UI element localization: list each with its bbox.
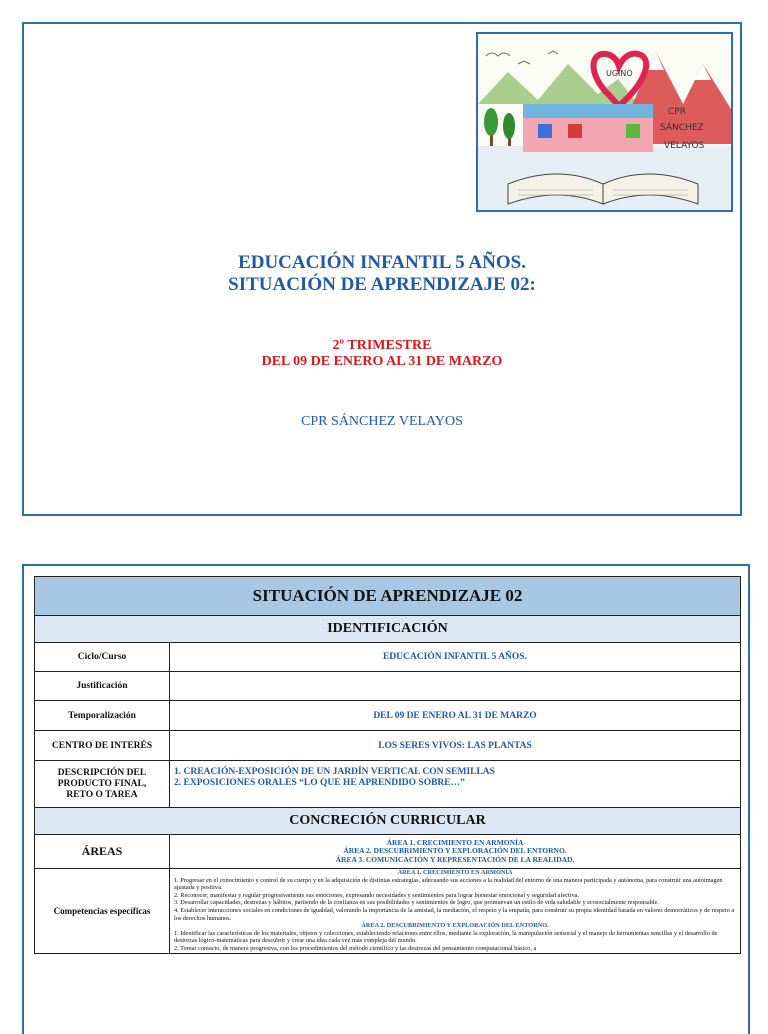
date-range-label: DEL 09 DE ENERO AL 31 DE MARZO (261, 354, 503, 369)
school-drawing-image (476, 32, 733, 212)
competencias-label: Competencias específicas (35, 869, 170, 954)
temporalizacion-value: DEL 09 DE ENERO AL 31 DE MARZO (170, 701, 741, 731)
competencia-item: 4. Establecer interacciones sociales en condiciones de igualdad, valorando la importancia de la amistad, la mediación, el respeto y la empatía, para construir su propia identidad basada en valores democráticos y de respeto a los derechos humanos. (174, 906, 735, 922)
justificacion-label: Justificación (35, 672, 170, 701)
cover-page (22, 22, 742, 516)
sign-text-1: CPR (668, 107, 686, 117)
descripcion-value (170, 761, 741, 808)
area1-heading: ÁREA 1. CRECIMIENTO EN ARMONÍA (397, 869, 513, 876)
descripcion-label-line: PRODUCTO FINAL, (57, 778, 147, 789)
competencia-item: 1. Progresar en el conocimiento y control de su cuerpo y en la adquisición de distintas estrategias, adecuando sus acciones a la realidad del entorno de una manera participada y autónoma, para construir una autoimagen ajustada y positiva. (174, 876, 723, 892)
trimester-label: 2º TRIMESTRE (332, 338, 432, 353)
area-line: ÁREA 3. COMUNICACIÓN Y REPRESENTACIÓN DE LA REALIDAD. (335, 854, 575, 864)
table-row (35, 835, 741, 869)
area-line: ÁREA 1. CRECIMIENTO EN ARMONÍA (386, 837, 524, 847)
sign-text-2: SÁNCHEZ (660, 123, 704, 133)
competencia-item: 1. Identificar las características de los materiales, objetos y colecciones, estableciendo relaciones entre ellos, mediante la exploración, la manipulación sensorial y el manejo de herramientas sencillas y el desarrollo de destrezas lógico-matemáticas para descubrir y crear una idea cada vez más compleja del mundo. (174, 929, 718, 945)
concrecion-header: CONCRECIÓN CURRICULAR (35, 808, 741, 835)
descripcion-item: 2. EXPOSICIONES ORALES “LO QUE HE APRENDIDO SOBRE…” (174, 778, 465, 788)
descripcion-label-line: RETO O TAREA (66, 789, 138, 800)
identificacion-header: IDENTIFICACIÓN (35, 616, 741, 643)
descripcion-label (35, 761, 170, 808)
areas-value (170, 835, 741, 869)
ciclo-value: EDUCACIÓN INFANTIL 5 AÑOS. (170, 643, 741, 672)
areas-label: ÁREAS (35, 835, 170, 869)
cover-trimester-block (24, 338, 740, 370)
descripcion-item: 1. CREACIÓN-EXPOSICIÓN DE UN JARDÍN VERTICAL CON SEMILLAS (174, 767, 495, 777)
area2-heading: ÁREA 2. DESCUBRIMIENTO Y EXPLORACIÓN DEL ENTORNO. (361, 922, 549, 930)
competencias-value (170, 869, 741, 954)
table-row (35, 761, 741, 808)
justificacion-value (170, 672, 741, 701)
cover-title-line-2: SITUACIÓN DE APRENDIZAJE 02: (228, 274, 536, 295)
table-title: SITUACIÓN DE APRENDIZAJE 02 (35, 577, 741, 616)
learning-situation-page (22, 564, 750, 1034)
centro-interes-value: LOS SERES VIVOS: LAS PLANTAS (170, 731, 741, 761)
table-row (35, 701, 741, 731)
school-name: CPR SÁNCHEZ VELAYOS (301, 414, 463, 429)
area-line: ÁREA 2. DESCUBRIMIENTO Y EXPLORACIÓN DEL ENTORNO. (343, 846, 567, 856)
heart-text: UGINO (606, 69, 633, 78)
cover-title-line-1: EDUCACIÓN INFANTIL 5 AÑOS. (238, 252, 526, 273)
table-row (35, 672, 741, 701)
competencia-item: 2. Tomar contacto, de manera progresiva, con los procedimientos del método científico y las destrezas del pensamiento computacional básico, a (174, 944, 537, 952)
table-row (35, 731, 741, 761)
competencia-item: 2. Reconocer, manifestar y regular progresivamente sus emociones, expresando necesidades y sentimientos para lograr bienestar emocional y seguridad afectiva. (174, 891, 580, 899)
table-row (35, 869, 741, 954)
sign-text-3: VELAYOS (664, 141, 705, 151)
learning-situation-table (34, 576, 741, 954)
centro-interes-label: CENTRO DE INTERÉS (35, 731, 170, 761)
cover-title (24, 252, 740, 296)
ciclo-label: Ciclo/Curso (35, 643, 170, 672)
competencia-item: 3. Desarrollar capacidades, destrezas y hábitos, partiendo de la confianza en sus posibilidades y sentimientos de logro, que promuevan un estilo de vida saludable y ecosocialmente responsable. (174, 899, 659, 907)
table-row (35, 643, 741, 672)
school-drawing-illustration (478, 34, 731, 210)
temporalizacion-label: Temporalización (35, 701, 170, 731)
descripcion-label-line: DESCRIPCIÓN DEL (57, 767, 147, 778)
